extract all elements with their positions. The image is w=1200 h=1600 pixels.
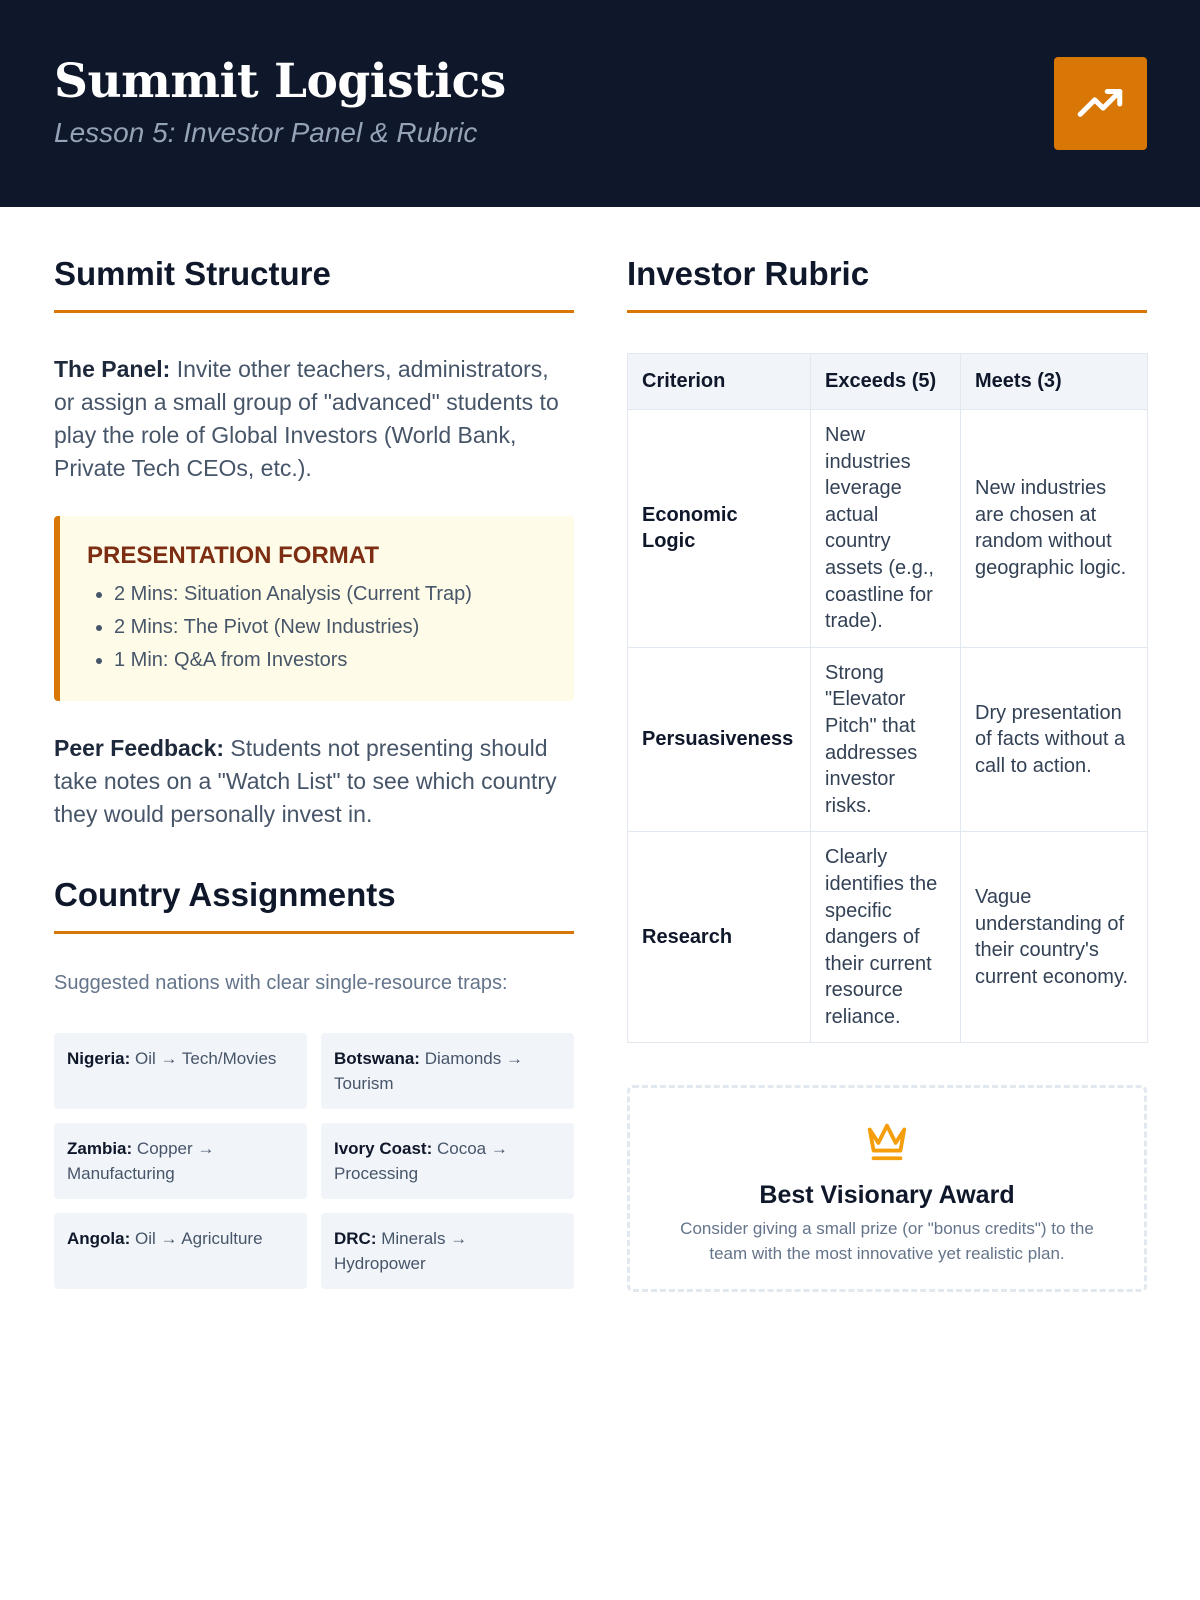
table-header-row xyxy=(628,354,1148,410)
exceeds-cell: Clearly identifies the specific dangers of their current resource reliance. xyxy=(811,832,961,1043)
panel-text: Invite other teachers, administrators, or assign a small group of "advanced" students to play the role of Global Investors (World Bank, Private Tech CEOs, etc.). xyxy=(54,356,559,481)
crown-icon xyxy=(862,1118,912,1164)
country-pivot: Diamonds → Tourism xyxy=(334,1049,523,1093)
format-list xyxy=(87,578,554,677)
country-card xyxy=(54,1213,307,1289)
criterion-cell: Economic Logic xyxy=(628,410,811,648)
table-row xyxy=(628,647,1148,832)
countries-intro: Suggested nations with clear single-resource traps: xyxy=(54,972,508,994)
peer-feedback-paragraph xyxy=(54,732,574,831)
list-item: • 2 Mins: The Pivot (New Industries) xyxy=(114,611,554,644)
peer-text: Students not presenting should take notes on a "Watch List" to see which country they would personally invest in. xyxy=(54,735,557,827)
country-card xyxy=(54,1123,307,1199)
country-pivot: Copper → Manufacturing xyxy=(67,1139,215,1183)
page-header xyxy=(0,0,1200,207)
peer-label: Peer Feedback: xyxy=(54,735,225,761)
criterion-cell: Persuasiveness xyxy=(628,647,811,832)
criterion-cell: Research xyxy=(628,832,811,1043)
award-title: Best Visionary Award xyxy=(759,1181,1015,1210)
countries-title: Country Assignments xyxy=(54,876,574,934)
table-row xyxy=(628,832,1148,1043)
country-name: Ivory Coast: xyxy=(334,1139,433,1158)
exceeds-cell: New industries leverage actual country assets (e.g., coastline for trade). xyxy=(811,410,961,648)
meets-cell: New industries are chosen at random without geographic logic. xyxy=(961,410,1148,648)
logo-badge xyxy=(1054,57,1147,150)
presentation-format-callout xyxy=(54,516,574,701)
country-card xyxy=(321,1123,574,1199)
country-card xyxy=(321,1033,574,1109)
country-grid xyxy=(54,1033,574,1289)
list-item: • 1 Min: Q&A from Investors xyxy=(114,644,554,677)
country-name: Botswana: xyxy=(334,1049,420,1068)
meets-cell: Vague understanding of their country's current economy. xyxy=(961,832,1148,1043)
country-name: Angola: xyxy=(67,1229,131,1248)
country-pivot: Cocoa → Processing xyxy=(334,1139,508,1183)
structure-title: Summit Structure xyxy=(54,255,574,313)
award-description: Consider giving a small prize (or "bonus credits") to the team with the most innovative yet realistic plan. xyxy=(680,1219,1094,1264)
page-title: Summit Logistics xyxy=(54,54,506,109)
rubric-table xyxy=(627,353,1148,1043)
panel-label: The Panel: xyxy=(54,356,171,382)
right-column xyxy=(627,255,1147,1292)
country-pivot: Minerals → Hydropower xyxy=(334,1229,468,1273)
trending-up-icon xyxy=(1076,79,1126,129)
callout-title: PRESENTATION FORMAT xyxy=(87,542,379,569)
left-column xyxy=(54,255,574,1289)
page-subtitle: Lesson 5: Investor Panel & Rubric xyxy=(54,117,478,148)
exceeds-cell: Strong "Elevator Pitch" that addresses investor risks. xyxy=(811,647,961,832)
country-pivot: Oil → Tech/Movies xyxy=(130,1049,277,1068)
column-header: Meets (3) xyxy=(961,354,1148,410)
country-name: DRC: xyxy=(334,1229,377,1248)
award-box xyxy=(627,1085,1147,1292)
column-header: Exceeds (5) xyxy=(811,354,961,410)
country-name: Nigeria: xyxy=(67,1049,131,1068)
table-row xyxy=(628,410,1148,648)
country-card xyxy=(54,1033,307,1109)
country-name: Zambia: xyxy=(67,1139,133,1158)
list-item: • 2 Mins: Situation Analysis (Current Trap) xyxy=(114,578,554,611)
column-header: Criterion xyxy=(628,354,811,410)
country-pivot: Oil → Agriculture xyxy=(130,1229,263,1248)
meets-cell: Dry presentation of facts without a call to action. xyxy=(961,647,1148,832)
rubric-title: Investor Rubric xyxy=(627,255,1147,313)
panel-paragraph xyxy=(54,353,574,485)
country-card xyxy=(321,1213,574,1289)
